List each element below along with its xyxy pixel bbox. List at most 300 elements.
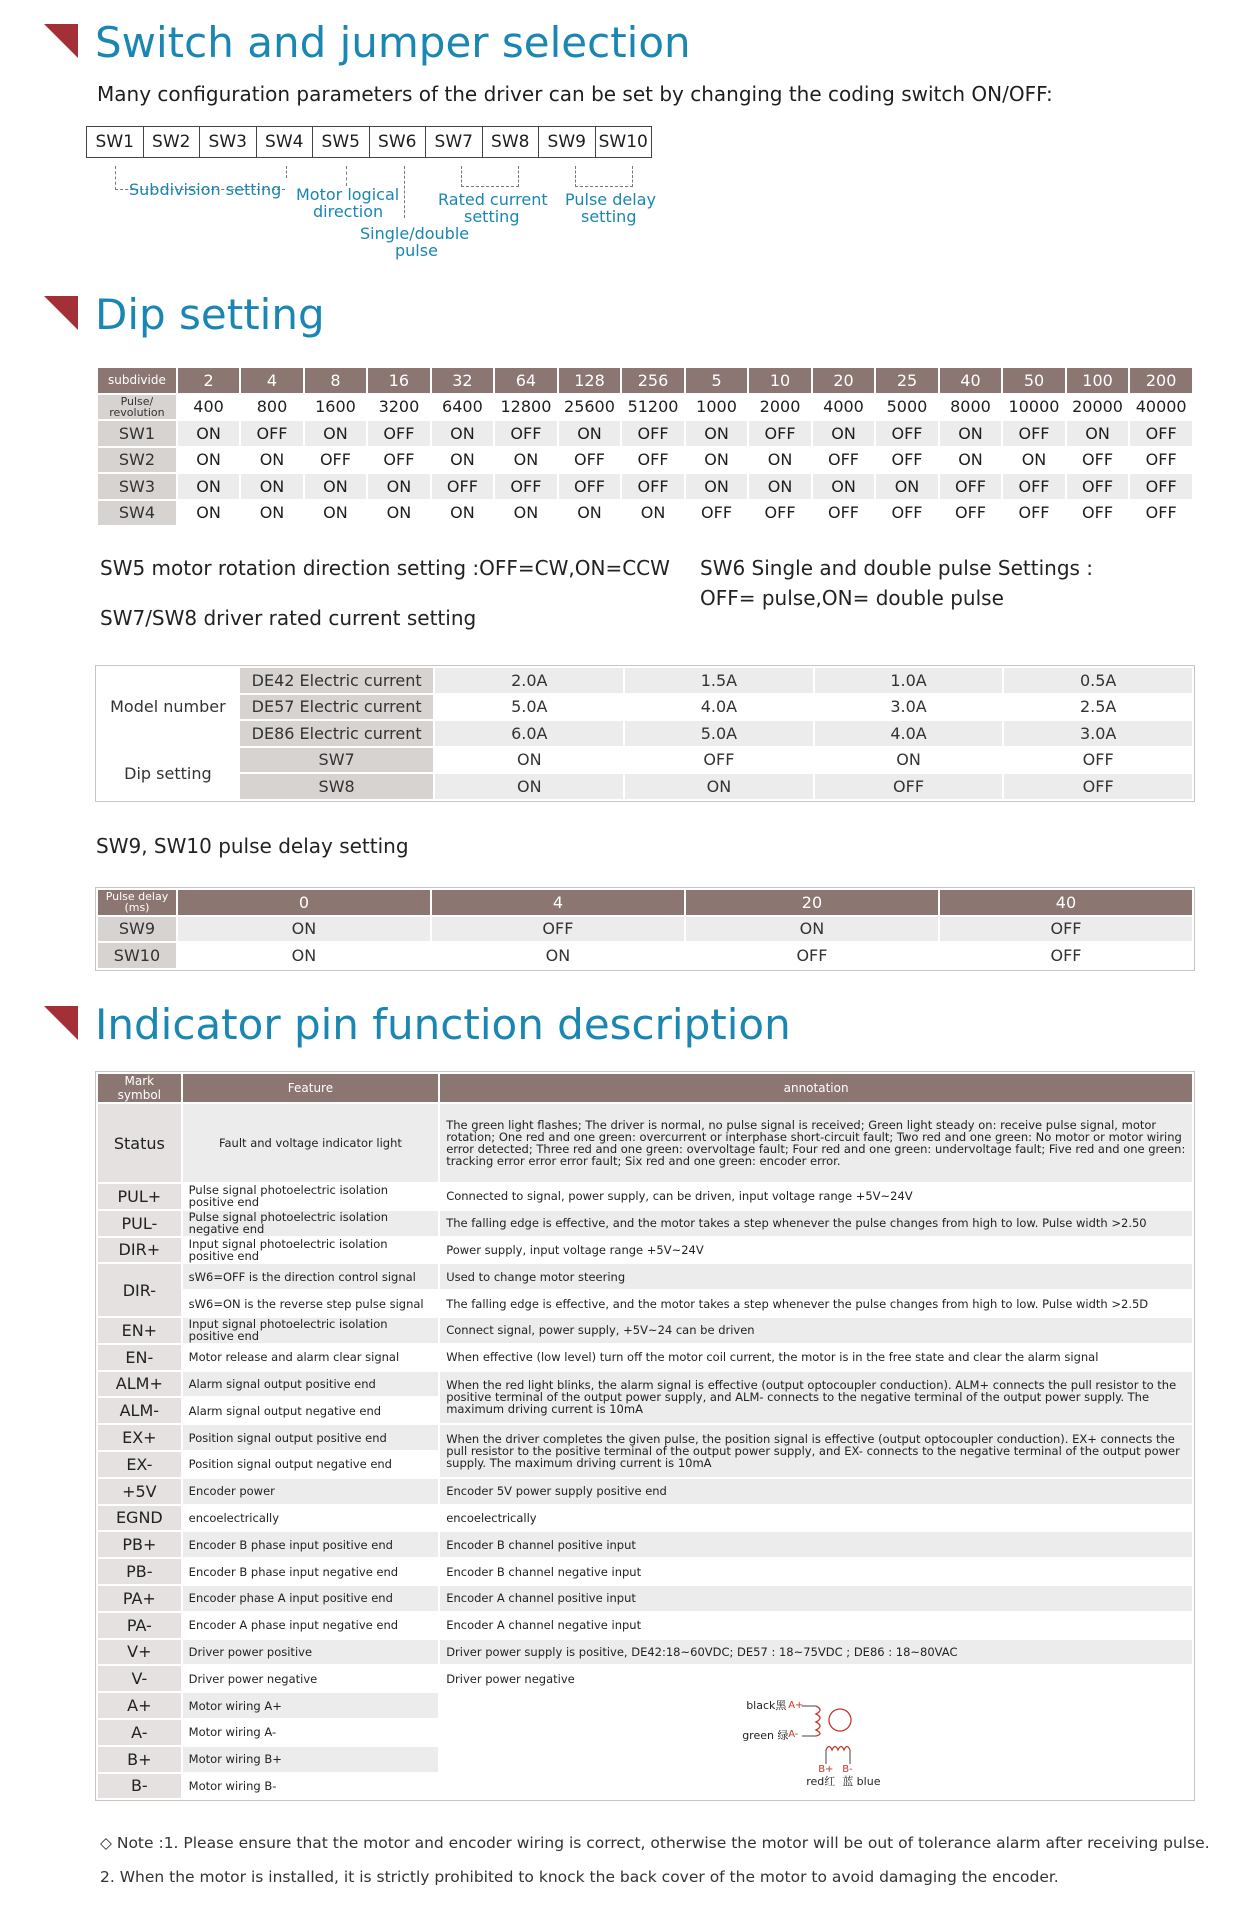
wire-b-minus-label: B- (842, 1763, 853, 1775)
switch-section-title: Switch and jumper selection (95, 18, 691, 67)
indicator-table (96, 1072, 1194, 1800)
indicator-annotation: Encoder A channel negative input (439, 1612, 1193, 1639)
indicator-row (97, 1263, 1193, 1290)
bracket-subdivision-right (286, 166, 287, 178)
dip-table (96, 366, 1194, 527)
pulse-value: 5000 (875, 394, 938, 421)
dip-cell: ON (431, 420, 494, 447)
pulse-value: 1600 (304, 394, 367, 421)
label-motor-logical-2: direction (313, 202, 384, 221)
indicator-row (97, 1585, 1193, 1612)
label-single-double-2: pulse (395, 241, 438, 260)
delay-cell: OFF (939, 916, 1193, 943)
subdivide-value: 4 (240, 367, 303, 394)
indicator-symbol: EGND (97, 1505, 182, 1532)
current-cell: 2.5A (1003, 694, 1193, 721)
label-subdivision: Subdivision setting (129, 180, 282, 199)
dip-cell: OFF (1002, 500, 1066, 527)
status-feature: Fault and voltage indicator light (182, 1103, 440, 1183)
sw5-text: SW5 motor rotation direction setting :OFF=CW,ON=CCW (100, 556, 670, 580)
switch-box: SW4 (256, 126, 314, 158)
indicator-symbol: PB- (97, 1558, 182, 1585)
indicator-feature: Motor wiring A- (182, 1719, 440, 1746)
wiring-diagram-cell (439, 1692, 1193, 1799)
delay-header-2: (ms) (124, 901, 150, 915)
pulse-row (97, 394, 1193, 421)
indicator-symbol: +5V (97, 1478, 182, 1505)
dip-cell: OFF (494, 420, 558, 447)
indicator-row (97, 1371, 1193, 1398)
wire-a-plus-label: A+ (788, 1699, 804, 1711)
dip-cell: ON (494, 500, 558, 527)
dip-cell: OFF (812, 447, 875, 474)
delay-cell: OFF (685, 942, 939, 969)
dip-row (97, 420, 1193, 447)
current-cell: 3.0A (1003, 720, 1193, 747)
dip-cell: ON (240, 447, 303, 474)
wire-black-label: black黑 (746, 1698, 787, 1712)
indicator-feature: Motor wiring A+ (182, 1692, 440, 1719)
subdivide-value: 100 (1066, 367, 1130, 394)
dip-cell: OFF (1066, 500, 1130, 527)
dip-header-row (97, 367, 1193, 394)
indicator-annotation: Used to change motor steering (439, 1263, 1193, 1290)
indicator-symbol: PUL- (97, 1210, 182, 1237)
indicator-feature: encoelectrically (182, 1505, 440, 1532)
subdivide-value: 20 (812, 367, 875, 394)
switch-box: SW9 (538, 126, 596, 158)
indicator-feature: Motor wiring B- (182, 1773, 440, 1800)
indicator-row (97, 1478, 1193, 1505)
current-cell: 4.0A (624, 694, 814, 721)
intro-text: Many configuration parameters of the driver can be set by changing the coding switch ON/OFF: (97, 82, 1053, 106)
delay-column: 0 (177, 889, 431, 916)
status-row (97, 1103, 1193, 1183)
indicator-feature: Input signal photoelectric isolation positive end (182, 1237, 440, 1264)
dip-cell: OFF (1002, 473, 1066, 500)
current-cell: 5.0A (624, 720, 814, 747)
indicator-annotation: Encoder 5V power supply positive end (439, 1478, 1193, 1505)
delay-table (96, 888, 1194, 970)
subdivide-value: 2 (177, 367, 240, 394)
label-motor-logical-1: Motor logical (296, 185, 400, 204)
current-cell: 2.0A (434, 667, 624, 694)
status-symbol: Status (97, 1103, 182, 1183)
pulse-value: 4000 (812, 394, 875, 421)
delay-header-label (97, 889, 177, 916)
indicator-annotation: Connected to signal, power supply, can be driven, input voltage range +5V~24V (439, 1183, 1193, 1210)
dip-cell: ON (748, 473, 811, 500)
dip-cell: OFF (558, 473, 622, 500)
current-cell: OFF (624, 747, 814, 774)
dip-cell: ON (431, 500, 494, 527)
dip-cell: ON (939, 420, 1002, 447)
delay-column: 40 (939, 889, 1193, 916)
indicator-feature: Encoder B phase input positive end (182, 1531, 440, 1558)
dip-cell: ON (177, 500, 240, 527)
indicator-feature: Driver power positive (182, 1639, 440, 1666)
indicator-feature: Motor wiring B+ (182, 1746, 440, 1773)
dip-cell: ON (875, 473, 938, 500)
label-single-double-1: Single/double (360, 224, 470, 243)
subdivide-value: 200 (1129, 367, 1193, 394)
delay-row (97, 916, 1193, 943)
indicator-symbol: V+ (97, 1639, 182, 1666)
indicator-row (97, 1692, 1193, 1719)
indicator-annotation: Connect signal, power supply, +5V~24 can be driven (439, 1317, 1193, 1344)
delay-cell: ON (177, 916, 431, 943)
indicator-row (97, 1210, 1193, 1237)
indicator-annotation: Encoder A channel positive input (439, 1585, 1193, 1612)
dip-cell: OFF (558, 447, 622, 474)
delay-cell: OFF (939, 942, 1193, 969)
indicator-header: annotation (439, 1073, 1193, 1103)
sw6-text-2: OFF= pulse,ON= double pulse (700, 586, 1004, 610)
current-cell: 1.5A (624, 667, 814, 694)
dip-cell: ON (1002, 447, 1066, 474)
bracket-delay (575, 166, 633, 187)
dip-cell: OFF (939, 473, 1002, 500)
current-row-label: DE57 Electric current (239, 694, 435, 721)
pulse-value: 6400 (431, 394, 494, 421)
indicator-symbol: ALM+ (97, 1371, 182, 1398)
dip-cell: ON (177, 447, 240, 474)
current-cell: 4.0A (814, 720, 1004, 747)
dip-row-label: SW4 (97, 500, 177, 527)
current-cell: ON (624, 773, 814, 800)
dip-row (97, 447, 1193, 474)
indicator-symbol: DIR+ (97, 1237, 182, 1264)
indicator-row (97, 1612, 1193, 1639)
pulse-value: 8000 (939, 394, 1002, 421)
indicator-row (97, 1183, 1193, 1210)
dip-row-label: SW1 (97, 420, 177, 447)
dip-cell: OFF (621, 420, 685, 447)
dip-row (97, 500, 1193, 527)
delay-column: 4 (431, 889, 685, 916)
subdivide-value: 10 (748, 367, 811, 394)
current-row (97, 694, 1193, 721)
subdivide-value: 64 (494, 367, 558, 394)
indicator-feature: Input signal photoelectric isolation positive end (182, 1317, 440, 1344)
indicator-feature: Driver power negative (182, 1665, 440, 1692)
section-marker-icon (44, 24, 78, 58)
current-cell: 0.5A (1003, 667, 1193, 694)
subdivide-value: 16 (367, 367, 430, 394)
pulse-value: 12800 (494, 394, 558, 421)
dip-cell: OFF (812, 500, 875, 527)
delay-row (97, 942, 1193, 969)
label-pulse-delay-1: Pulse delay (565, 190, 656, 209)
indicator-row (97, 1237, 1193, 1264)
indicator-annotation: Driver power negative (439, 1665, 1193, 1692)
indicator-symbol: B+ (97, 1746, 182, 1773)
indicator-row (97, 1531, 1193, 1558)
indicator-annotation: The falling edge is effective, and the motor takes a step whenever the pulse changes from high to low. Pulse width >2.50 (439, 1210, 1193, 1237)
sw78-text: SW7/SW8 driver rated current setting (100, 606, 477, 630)
dip-cell: ON (304, 473, 367, 500)
model-number-label: Model number (97, 667, 239, 747)
indicator-symbol: PB+ (97, 1531, 182, 1558)
indicator-annotation: When the driver completes the given pulse, the position signal is effective (output optocoupler conduction). EX+ connects the pull resistor to the positive terminal of the output power supply, and EX- connects to the negative terminal of the output power supply. The maximum driving current is 10mA (439, 1424, 1193, 1478)
subdivide-value: 50 (1002, 367, 1066, 394)
section-marker-icon (44, 1006, 78, 1040)
indicator-annotation: When the red light blinks, the alarm signal is effective (output optocoupler conduction). ALM+ connects the pull resistor to the positive terminal of the output power supply, and ALM- connects to the negative terminal of the output power supply. The maximum driving current is 10mA (439, 1371, 1193, 1425)
dip-cell: ON (304, 420, 367, 447)
indicator-feature: sW6=OFF is the direction control signal (182, 1263, 440, 1290)
indicator-symbol: B- (97, 1773, 182, 1800)
current-row-label: SW7 (239, 747, 435, 774)
indicator-row (97, 1505, 1193, 1532)
indicator-annotation: The falling edge is effective, and the motor takes a step whenever the pulse changes from high to low. Pulse width >2.5D (439, 1290, 1193, 1317)
indicator-feature: Encoder A phase input negative end (182, 1612, 440, 1639)
dip-cell: OFF (748, 500, 811, 527)
sw910-text: SW9, SW10 pulse delay setting (96, 834, 409, 858)
indicator-annotation: Encoder B channel negative input (439, 1558, 1193, 1585)
indicator-symbol: PA- (97, 1612, 182, 1639)
dip-cell: ON (812, 473, 875, 500)
indicator-symbol: EX- (97, 1451, 182, 1478)
pulse-value: 1000 (685, 394, 748, 421)
indicator-feature: Position signal output positive end (182, 1424, 440, 1451)
section-marker-icon (44, 296, 78, 330)
status-annotation: The green light flashes; The driver is normal, no pulse signal is received; Green light steady on: receive pulse signal, motor rotation; One red and one green: overcurrent or interphase short-circuit fault; Two red and one green: No motor or motor wiring error detected; Three red and one green: overvoltage fault; Four red and one green: undervoltage fault; Five red and one green: tracking error error error fault; Six red and one green: encoder error. (439, 1103, 1193, 1183)
dip-cell: ON (177, 473, 240, 500)
indicator-feature: sW6=ON is the reverse step pulse signal (182, 1290, 440, 1317)
dip-section-title: Dip setting (95, 290, 325, 339)
current-table (96, 666, 1194, 801)
subdivide-value: 5 (685, 367, 748, 394)
bracket-motor (346, 166, 347, 186)
pulse-value: 20000 (1066, 394, 1130, 421)
indicator-annotation: Driver power supply is positive, DE42:18~60VDC; DE57 : 18~75VDC ; DE86 : 18~80VAC (439, 1639, 1193, 1666)
note-1: ◇ Note :1. Please ensure that the motor and encoder wiring is correct, otherwise the motor will be out of tolerance alarm after receiving pulse. (100, 1834, 1210, 1852)
current-row (97, 720, 1193, 747)
wire-red-label: red红 (806, 1774, 836, 1788)
dip-cell: OFF (685, 500, 748, 527)
dip-row (97, 473, 1193, 500)
current-cell: ON (814, 747, 1004, 774)
indicator-row (97, 1344, 1193, 1371)
indicator-feature: Pulse signal photoelectric isolation negative end (182, 1210, 440, 1237)
indicator-symbol: EN- (97, 1344, 182, 1371)
delay-cell: ON (177, 942, 431, 969)
indicator-row (97, 1665, 1193, 1692)
dip-cell: OFF (621, 473, 685, 500)
current-row (97, 667, 1193, 694)
indicator-row (97, 1424, 1193, 1451)
pulse-label-2: revolution (109, 405, 165, 419)
dip-row-label: SW2 (97, 447, 177, 474)
indicator-feature: Alarm signal output negative end (182, 1397, 440, 1424)
sw6-text-1: SW6 Single and double pulse Settings : (700, 556, 1094, 580)
subdivide-value: 25 (875, 367, 938, 394)
pulse-value: 800 (240, 394, 303, 421)
current-cell: 1.0A (814, 667, 1004, 694)
bracket-single (404, 166, 405, 218)
dip-cell: OFF (304, 447, 367, 474)
dip-cell: OFF (1066, 473, 1130, 500)
note-2: 2. When the motor is installed, it is strictly prohibited to knock the back cover of the motor to avoid damaging the encoder. (100, 1868, 1059, 1886)
dip-cell: ON (177, 420, 240, 447)
indicator-symbol: PA+ (97, 1585, 182, 1612)
indicator-feature: Position signal output negative end (182, 1451, 440, 1478)
current-cell: OFF (1003, 747, 1193, 774)
dip-cell: OFF (431, 473, 494, 500)
dip-cell: OFF (240, 420, 303, 447)
delay-column: 20 (685, 889, 939, 916)
pulse-value: 10000 (1002, 394, 1066, 421)
switch-box: SW6 (369, 126, 427, 158)
indicator-symbol: EX+ (97, 1424, 182, 1451)
indicator-header: Mark symbol (97, 1073, 182, 1103)
delay-cell: ON (685, 916, 939, 943)
delay-row-label: SW9 (97, 916, 177, 943)
wiring-diagram (742, 1696, 926, 1796)
subdivide-label: subdivide (97, 367, 177, 394)
indicator-feature: Motor release and alarm clear signal (182, 1344, 440, 1371)
current-cell: 6.0A (434, 720, 624, 747)
current-row-label: DE86 Electric current (239, 720, 435, 747)
indicator-section-title: Indicator pin function description (95, 1000, 791, 1049)
indicator-row (97, 1558, 1193, 1585)
delay-header-1: Pulse delay (105, 890, 169, 904)
dip-cell: OFF (1066, 447, 1130, 474)
indicator-symbol: A+ (97, 1692, 182, 1719)
dip-cell: ON (494, 447, 558, 474)
dip-cell: ON (558, 500, 622, 527)
dip-cell: OFF (875, 420, 938, 447)
dip-cell: ON (240, 500, 303, 527)
dip-cell: OFF (1129, 473, 1193, 500)
indicator-feature: Encoder power (182, 1478, 440, 1505)
dip-cell: ON (748, 447, 811, 474)
indicator-row (97, 1639, 1193, 1666)
subdivide-value: 256 (621, 367, 685, 394)
indicator-annotation: encoelectrically (439, 1505, 1193, 1532)
indicator-header-row (97, 1073, 1193, 1103)
dip-cell: ON (1066, 420, 1130, 447)
dip-cell: OFF (1129, 447, 1193, 474)
subdivide-value: 40 (939, 367, 1002, 394)
dip-cell: OFF (367, 447, 430, 474)
dip-row-label: SW3 (97, 473, 177, 500)
current-row (97, 747, 1193, 774)
indicator-annotation: When effective (low level) turn off the motor coil current, the motor is in the free state and clear the alarm signal (439, 1344, 1193, 1371)
indicator-feature: Pulse signal photoelectric isolation positive end (182, 1183, 440, 1210)
switch-row (86, 126, 651, 158)
pulse-value: 40000 (1129, 394, 1193, 421)
indicator-header: Feature (182, 1073, 440, 1103)
current-cell: OFF (1003, 773, 1193, 800)
pulse-value: 400 (177, 394, 240, 421)
subdivide-value: 128 (558, 367, 622, 394)
dip-cell: OFF (1129, 420, 1193, 447)
dip-cell: OFF (494, 473, 558, 500)
pulse-value: 25600 (558, 394, 622, 421)
indicator-feature: Encoder B phase input negative end (182, 1558, 440, 1585)
dip-cell: OFF (748, 420, 811, 447)
wire-blue-label: 蓝 blue (842, 1774, 881, 1788)
dip-cell: ON (431, 447, 494, 474)
delay-row-label: SW10 (97, 942, 177, 969)
indicator-row (97, 1317, 1193, 1344)
delay-cell: ON (431, 942, 685, 969)
indicator-row (97, 1290, 1193, 1317)
dip-cell: OFF (1129, 500, 1193, 527)
label-rated-current-2: setting (464, 207, 520, 226)
current-row-label: DE42 Electric current (239, 667, 435, 694)
label-pulse-delay-2: setting (581, 207, 637, 226)
delay-cell: OFF (431, 916, 685, 943)
dip-cell: ON (685, 473, 748, 500)
current-row (97, 773, 1193, 800)
dip-cell: OFF (875, 447, 938, 474)
bracket-current (461, 166, 519, 187)
dip-cell: OFF (621, 447, 685, 474)
dip-cell: ON (304, 500, 367, 527)
dip-cell: ON (685, 447, 748, 474)
switch-box: SW2 (143, 126, 201, 158)
indicator-symbol: A- (97, 1719, 182, 1746)
switch-box: SW8 (482, 126, 540, 158)
indicator-annotation: Power supply, input voltage range +5V~24V (439, 1237, 1193, 1264)
dip-cell: ON (685, 420, 748, 447)
pulse-value: 3200 (367, 394, 430, 421)
wire-green-label: green 绿 (742, 1728, 789, 1742)
current-cell: OFF (814, 773, 1004, 800)
dip-cell: ON (621, 500, 685, 527)
switch-box: SW1 (86, 126, 144, 158)
switch-box: SW3 (199, 126, 257, 158)
dip-cell: OFF (939, 500, 1002, 527)
current-cell: ON (434, 747, 624, 774)
switch-box: SW7 (425, 126, 483, 158)
dip-cell: ON (558, 420, 622, 447)
current-cell: 3.0A (814, 694, 1004, 721)
indicator-symbol: V- (97, 1665, 182, 1692)
indicator-symbol: EN+ (97, 1317, 182, 1344)
subdivide-value: 8 (304, 367, 367, 394)
indicator-symbol: DIR- (97, 1263, 182, 1317)
current-row-label: SW8 (239, 773, 435, 800)
dip-setting-label: Dip setting (97, 747, 239, 800)
dip-cell: ON (812, 420, 875, 447)
wire-a-minus-label: A- (788, 1728, 799, 1740)
pulse-value: 51200 (621, 394, 685, 421)
current-cell: 5.0A (434, 694, 624, 721)
dip-cell: OFF (875, 500, 938, 527)
indicator-annotation: Encoder B channel positive input (439, 1531, 1193, 1558)
pulse-value: 2000 (748, 394, 811, 421)
indicator-feature: Encoder phase A input positive end (182, 1585, 440, 1612)
dip-cell: OFF (367, 420, 430, 447)
switch-box: SW10 (595, 126, 653, 158)
current-cell: ON (434, 773, 624, 800)
switch-box: SW5 (312, 126, 370, 158)
pulse-label (97, 394, 177, 421)
indicator-feature: Alarm signal output positive end (182, 1371, 440, 1398)
dip-cell: OFF (1002, 420, 1066, 447)
delay-header-row (97, 889, 1193, 916)
dip-cell: ON (240, 473, 303, 500)
dip-cell: ON (939, 447, 1002, 474)
wire-b-plus-label: B+ (818, 1763, 834, 1775)
indicator-symbol: ALM- (97, 1397, 182, 1424)
pulse-label-1: Pulse/ (120, 394, 154, 408)
subdivide-value: 32 (431, 367, 494, 394)
dip-cell: ON (367, 473, 430, 500)
